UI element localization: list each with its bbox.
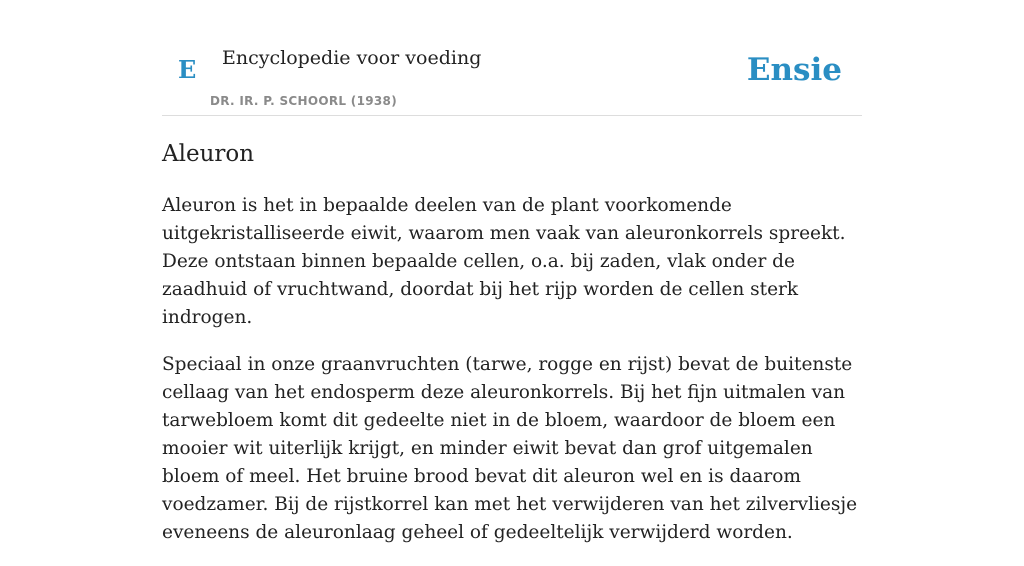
brand-logo-link[interactable]: Ensie bbox=[746, 52, 842, 88]
article-paragraph: Aleuron is het in bepaalde deelen van de plant voorkomende uitgekristalliseerde eiwit, waarom men vaak van aleuronkorrels spreekt. Deze ontstaan binnen bepaalde cellen, o.a. bij zaden, vlak onder de zaadhuid of vruchtwand, doordat bij het rijp worden de cellen sterk indrogen. bbox=[162, 195, 846, 328]
article-title: Aleuron bbox=[162, 141, 255, 167]
book-title-link[interactable]: Encyclopedie voor voeding bbox=[222, 47, 482, 69]
header bbox=[162, 0, 862, 116]
article-paragraph: Speciaal in onze graanvruchten (tarwe, rogge en rijst) bevat de buitenste cellaag van het endosperm deze aleuronkorrels. Bij het fijn uitmalen van tarwebloem komt dit gedeelte niet in de bloem, waardoor de bloem een mooier wit uiterlijk krijgt, en minder eiwit bevat dan grof uitgemalen bloem of meel. Het bruine brood bevat dit aleuron wel en is daarom voedzamer. Bij de rijstkorrel kan met het verwijderen van het zilvervliesje eveneens de aleuronlaag geheel of gedeeltelijk verwijderd worden. bbox=[162, 354, 858, 543]
book-author: DR. IR. P. SCHOORL (1938) bbox=[210, 94, 397, 108]
page bbox=[162, 0, 862, 543]
book-logo-icon[interactable]: E bbox=[178, 55, 197, 84]
article-body bbox=[162, 192, 862, 566]
